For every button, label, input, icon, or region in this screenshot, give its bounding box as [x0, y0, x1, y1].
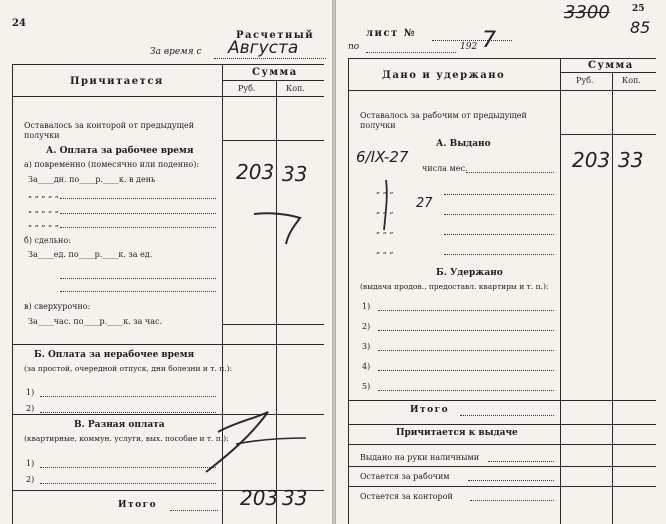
worker-rule	[348, 486, 656, 487]
section-v-row-1: 1)	[26, 459, 35, 468]
deduction-1: 1)	[362, 302, 371, 311]
deduction-line-5	[378, 390, 554, 391]
hand-stroke-lower	[206, 412, 268, 472]
section-b-note: (за простой, очередной отпуск, дни болезни и т. п.):	[24, 364, 233, 373]
issued-ditto-3: „ „ „	[376, 226, 394, 235]
remainder-right-line2: получки	[360, 121, 396, 130]
cash-rule	[348, 466, 656, 467]
debit-column-title: Дано и удержано	[382, 70, 506, 81]
table-left-rule	[12, 64, 13, 524]
hand-issued-kop: 33	[618, 148, 644, 172]
cash-issued-label: Выдано на руки наличными	[360, 453, 480, 462]
deduction-2: 2)	[362, 322, 371, 331]
ditto-line-2	[60, 213, 216, 214]
due-title: Причитается к выдаче	[396, 428, 518, 438]
worker-balance-label: Остается за рабочим	[360, 472, 450, 481]
table-top-rule	[12, 64, 324, 65]
left-page	[0, 0, 332, 524]
right-page	[336, 0, 666, 524]
ditto-line-3	[60, 227, 216, 228]
cash-issued-line	[488, 461, 554, 462]
issued-line-2	[444, 194, 554, 195]
header-bottom-rule	[348, 90, 656, 91]
sheet-number-line	[432, 40, 512, 41]
overtime-label: в) сверхурочно:	[24, 302, 91, 311]
kop-header: Коп.	[286, 84, 305, 93]
issued-line-3	[444, 214, 554, 215]
rub-header: Руб.	[238, 84, 256, 93]
year-handwritten: 7	[482, 28, 496, 53]
daily-row: За____дн. по____р.____к. в день	[28, 175, 156, 184]
section-v-note: (квартирные, коммун. услуги, вых. пособие и т. п.):	[24, 434, 229, 443]
deduction-line-1	[378, 310, 554, 311]
corner-hand-number-2: 85	[630, 18, 651, 37]
deduction-line-4	[378, 370, 554, 371]
hand-issue-date: 6/IX-27	[356, 148, 409, 166]
section-b-row-1: 1)	[26, 388, 35, 397]
worker-balance-line	[468, 480, 554, 481]
section-b-title: Б. Оплата за нерабочее время	[34, 350, 195, 360]
section-v-line-2	[40, 483, 216, 484]
hand-stroke-vertical	[384, 180, 387, 230]
sum-header-right: Сумма	[588, 60, 634, 71]
section-b-row-2: 2)	[26, 404, 35, 413]
hand-issue-date-2: 27	[416, 196, 433, 211]
page-number-left: 24	[12, 18, 26, 29]
period-handwritten: Августа	[228, 38, 299, 58]
sum-header: Сумма	[252, 67, 298, 78]
issued-line-4	[444, 234, 554, 235]
period-label: За время с	[150, 47, 202, 57]
hand-stroke-tail	[236, 438, 306, 444]
hourly-label: а) повременно (помесячно или поденно):	[24, 160, 200, 169]
section-b-deducted-title: Б. Удержано	[436, 268, 503, 278]
statement-title: Расчетный	[236, 30, 315, 41]
right-total-dots	[460, 415, 554, 416]
corner-hand-number: 3300	[564, 2, 610, 23]
piece-line-3	[60, 291, 216, 292]
section-b-line-1	[40, 396, 216, 397]
hand-issued-rub: 203	[572, 148, 611, 172]
section-v-row-2: 2)	[26, 475, 35, 484]
period-to-line	[366, 52, 456, 53]
hand-amount-kop: 33	[282, 162, 308, 186]
ditto-row-1: „ „ „ „ „	[28, 190, 59, 199]
issued-ditto-2: „ „ „	[376, 206, 394, 215]
credit-column-title: Причитается	[70, 76, 164, 87]
deduction-line-3	[378, 350, 554, 351]
hand-amount-rub: 203	[236, 160, 275, 184]
kop-column-rule	[612, 72, 613, 524]
remainder-right-line1: Оставалось за рабочим от предыдущей	[360, 111, 527, 120]
period-underline	[214, 58, 326, 59]
deduction-line-2	[378, 330, 554, 331]
period-to-label: по	[348, 42, 360, 52]
ditto-line-1	[60, 198, 216, 199]
office-balance-line	[470, 500, 554, 501]
deduction-5: 5)	[362, 382, 371, 391]
hand-total-kop: 33	[282, 486, 308, 510]
overtime-row: За____час. по____р.____к. за час.	[28, 317, 163, 326]
piece-row: За____ед. по____р.____к. за ед.	[28, 250, 153, 259]
deduction-4: 4)	[362, 362, 371, 371]
year-prefix: 192	[460, 42, 478, 52]
sum-column-rule	[560, 58, 561, 524]
section-a-title: А. Оплата за рабочее время	[46, 146, 194, 156]
issued-ditto-4: „ „ „	[376, 246, 394, 255]
issued-line-5	[444, 254, 554, 255]
due-bottom-rule	[348, 444, 656, 445]
issued-days-label: числа мес.	[422, 164, 468, 173]
remainder-line1: Оставалось за конторой от предыдущей	[24, 121, 195, 130]
deducted-note: (выдача продов., предоставл. квартиры и т. п.):	[360, 282, 549, 291]
handwritten-strokes-left	[196, 208, 326, 488]
section-v-line-1	[40, 467, 216, 468]
page-number-right: 25	[632, 4, 645, 14]
total-dots	[170, 510, 218, 511]
header-bottom-rule	[12, 96, 324, 97]
deduction-3: 3)	[362, 342, 371, 351]
sum-subheader-rule	[560, 72, 656, 73]
right-total-top-rule	[348, 400, 656, 401]
section-b-line-2	[40, 412, 216, 413]
rub-header-right: Руб.	[576, 76, 594, 85]
issued-line-1	[466, 172, 554, 173]
issued-ditto-1: „ „ „	[376, 186, 394, 195]
handwritten-strokes-right	[356, 176, 436, 236]
remainder-right-sum-rule	[560, 134, 656, 135]
piece-label: б) сдельно:	[24, 236, 71, 245]
hand-total-rub: 203	[240, 486, 279, 510]
office-balance-label: Остается за конторой	[360, 492, 453, 501]
due-top-rule	[348, 424, 656, 425]
left-total-label: Итого	[118, 500, 158, 510]
kop-header-right: Коп.	[622, 76, 641, 85]
ditto-row-3: „ „ „ „ „	[28, 219, 59, 228]
section-a-issued-title: А. Выдано	[436, 139, 491, 149]
sum-subheader-rule	[222, 80, 324, 81]
sheet-number-label: лист №	[366, 28, 417, 39]
table-top-rule	[348, 58, 656, 59]
piece-line-2	[60, 278, 216, 279]
remainder-line2: получки	[24, 131, 60, 140]
hand-stroke-upper	[254, 213, 300, 244]
ditto-row-2: „ „ „ „ „	[28, 205, 59, 214]
table-left-rule	[348, 58, 349, 524]
remainder-sum-rule	[222, 140, 324, 141]
right-total-label: Итого	[410, 405, 450, 415]
section-v-title: В. Разная оплата	[74, 420, 165, 430]
